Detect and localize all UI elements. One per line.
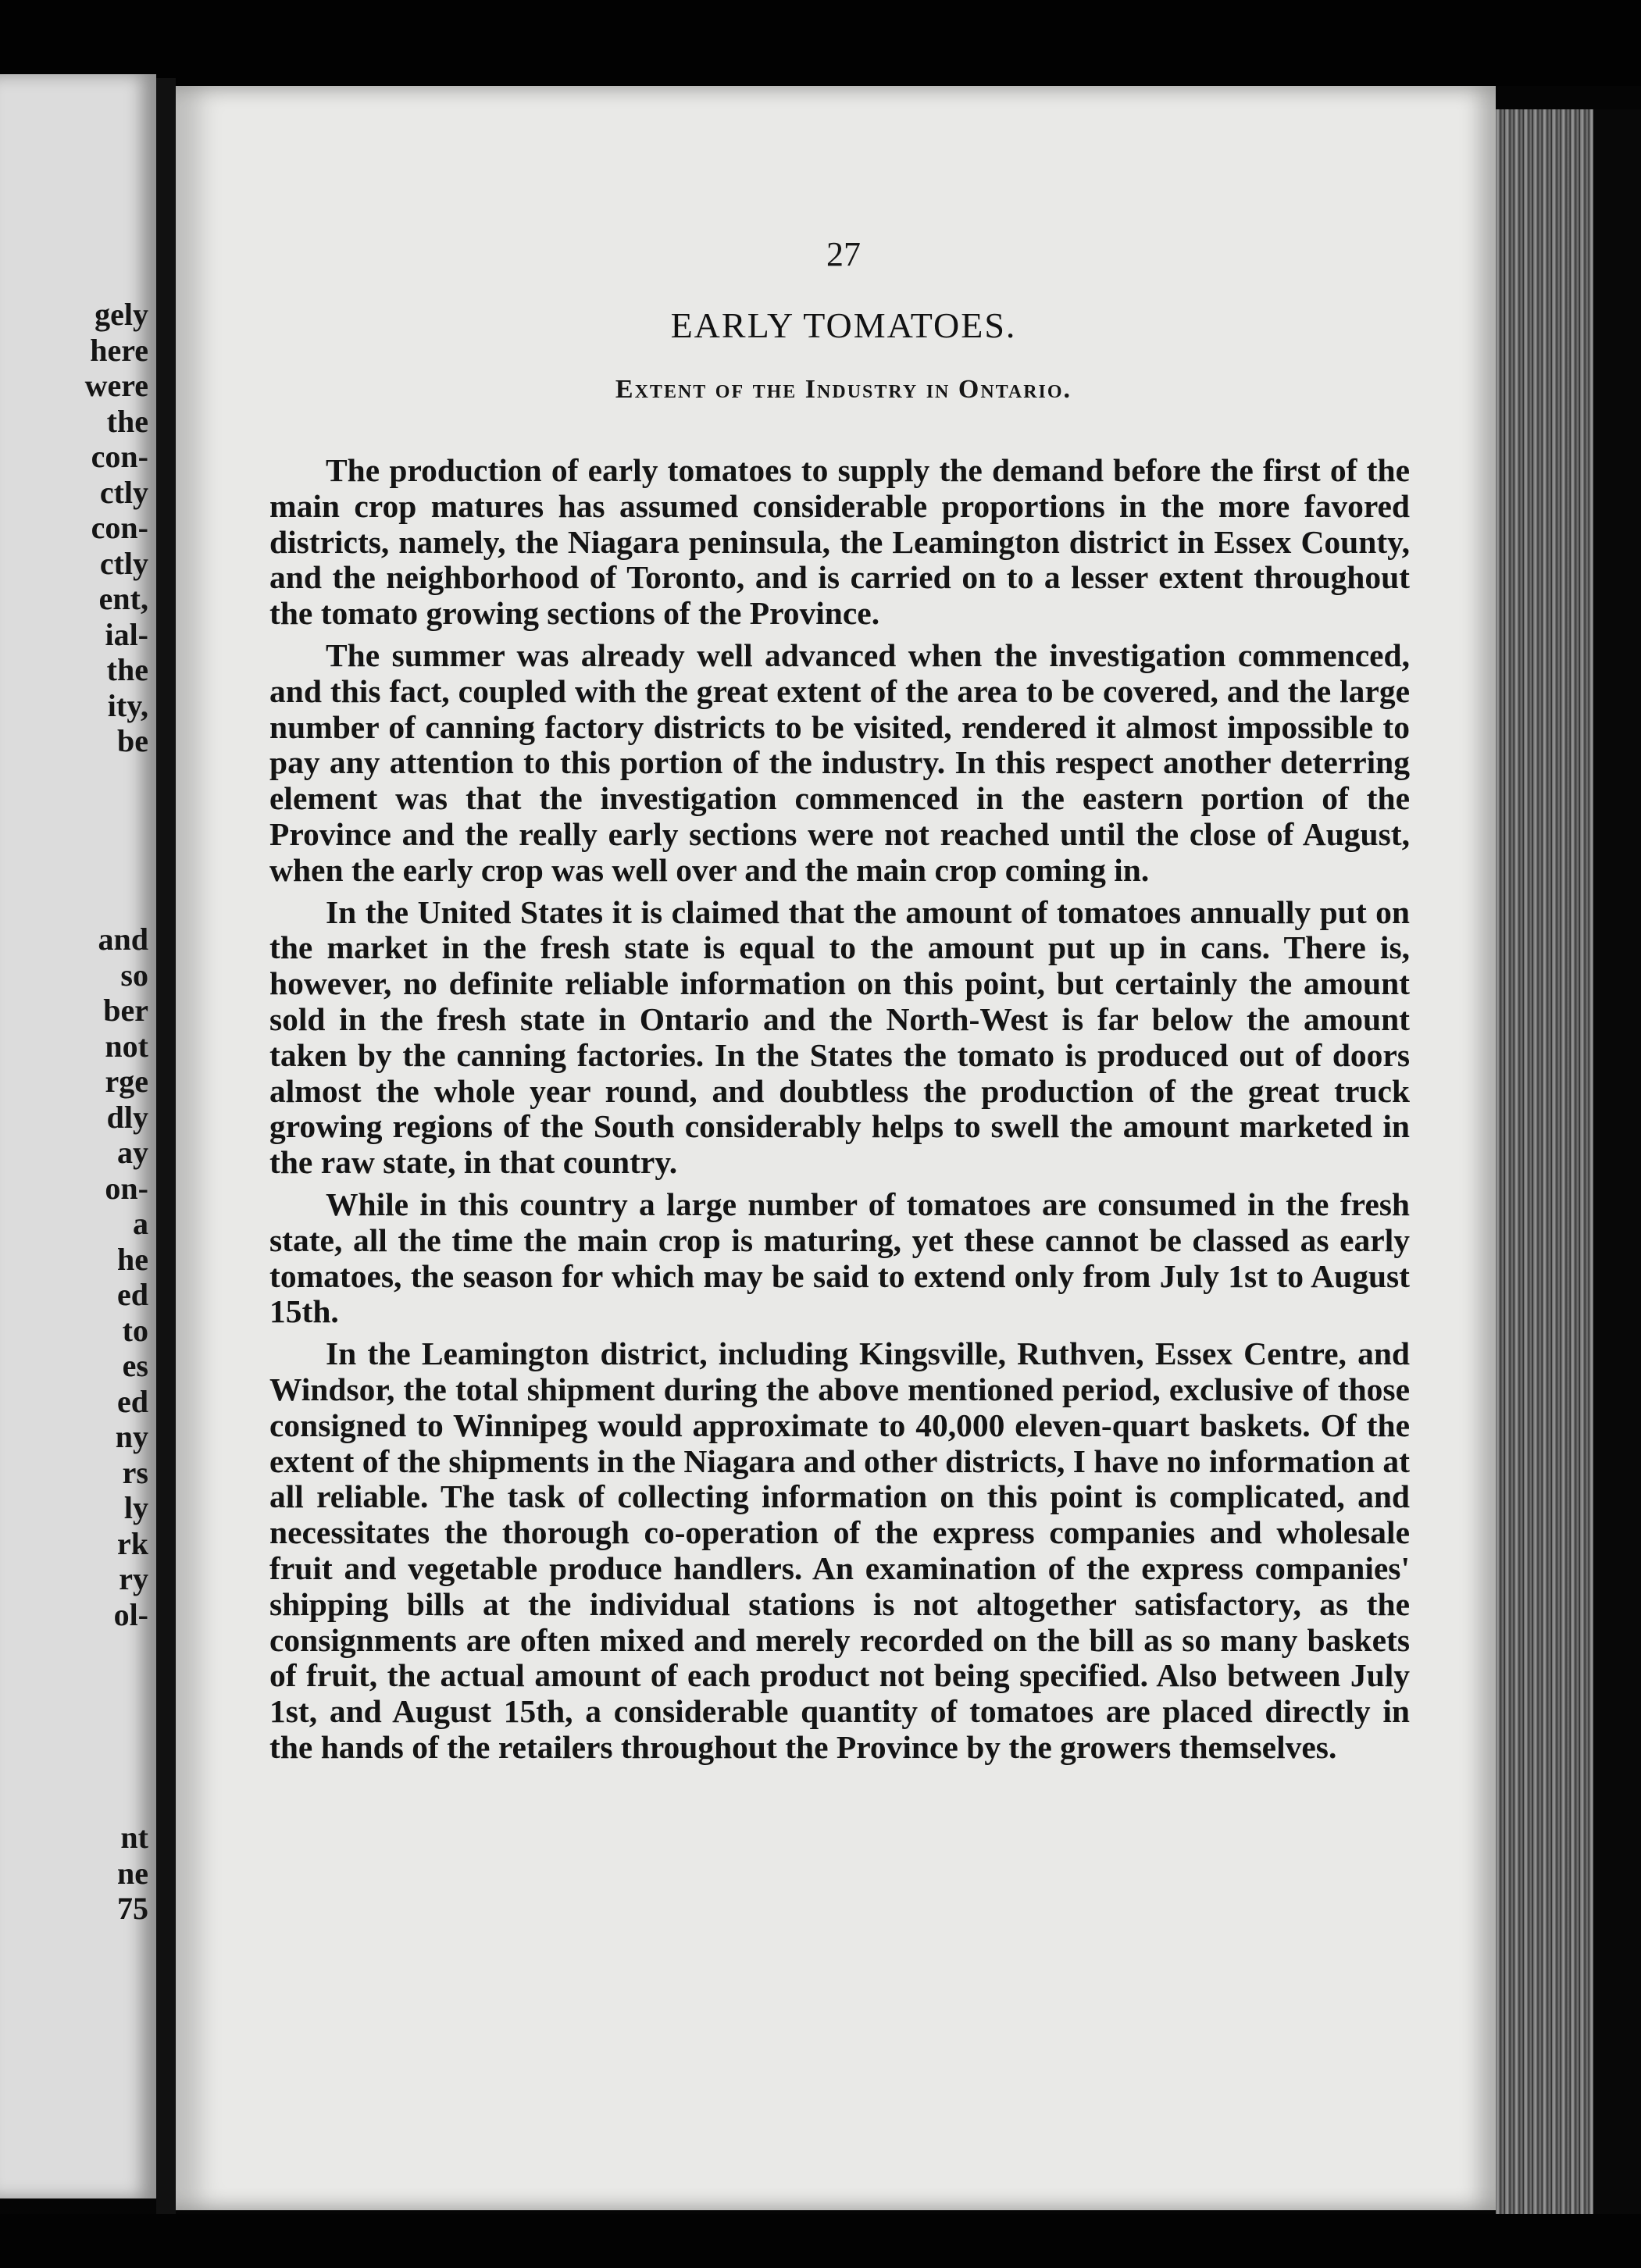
page-number: 27 xyxy=(826,235,861,273)
scan-top-border xyxy=(0,0,1641,86)
left-page-edge xyxy=(0,74,156,2198)
left-page-text-bottom: nt ne 75 xyxy=(117,1820,148,1926)
paragraph: The summer was already well advanced when the investigation commenced, and this fact, coupled with the great extent of the area to be covered, and the large number of canning factory districts to be visited, rendered it almost impossible to pay any attention to this portion of the industry. In this respect another deterring element was that the investigation commenced in the eastern portion of the Province and the really early sections were not reached until the close of August, when the early crop was well over and the main crop coming in. xyxy=(269,637,1410,888)
left-page-text-middle: and so ber not rge dly ay on- a he ed to es ed ny rs ly rk ry ol- xyxy=(98,922,148,1632)
paragraph: In the Leamington district, including Kingsville, Ruthven, Essex Centre, and Windsor, the total shipment during the above mentioned period, exclusive of those consigned to Winnipeg would approximate to 40,000 eleven-quart baskets. Of the extent of the shipments in the Niagara and other districts, I have no information at all reliable. The task of collecting information on this point is complicated, and necessitates the thorough co-operation of the express companies and wholesale fruit and vegetable produce handlers. An examination of the express companies' shipping bills at the individual stations is not altogether satisfactory, as the consignments are often mixed and merely recorded on the bill as so many baskets of fruit, the actual amount of each product not being specified. Also between July 1st, and August 15th, a considerable quantity of tomatoes are placed directly in the hands of the retailers throughout the Province by the growers themselves. xyxy=(269,1335,1410,1765)
paragraph: The production of early tomatoes to supply the demand before the first of the main crop matures has assumed considerable proportions in the more favored districts, namely, the Niagara peninsula, the Leamington district in Essex County, and the neighborhood of Toronto, and is carried on to a lesser extent throughout the tomato growing sections of the Province. xyxy=(269,452,1410,632)
left-page-text-top: gely here were the con- ctly con- ctly ent, ial- the ity, be xyxy=(84,297,148,758)
scan-bottom-border xyxy=(0,2214,1641,2268)
page-title: EARLY TOMATOES. xyxy=(670,305,1017,345)
body-text xyxy=(269,453,1410,1772)
paragraph: In the United States it is claimed that the amount of tomatoes annually put on the market in the fresh state is equal to the amount put up in cans. There is, however, no definite reliable information on this point, but certainly the amount sold in the fresh state in Ontario and the North-West is far below the amount taken by the canning factories. In the States the tomato is produced out of doors almost the whole year round, and doubtless the production of the great truck growing regions of the South considerably helps to swell the amount marketed in the raw state, in that country. xyxy=(269,893,1410,1181)
book-gutter xyxy=(156,78,176,2218)
section-subtitle: Extent of the Industry in Ontario. xyxy=(615,375,1072,404)
paragraph: While in this country a large number of tomatoes are consumed in the fresh state, all the time the main crop is maturing, yet these cannot be classed as early tomatoes, the season for which may be said to extend only from July 1st to August 15th. xyxy=(269,1186,1410,1330)
scan-right-border xyxy=(1593,109,1641,2268)
